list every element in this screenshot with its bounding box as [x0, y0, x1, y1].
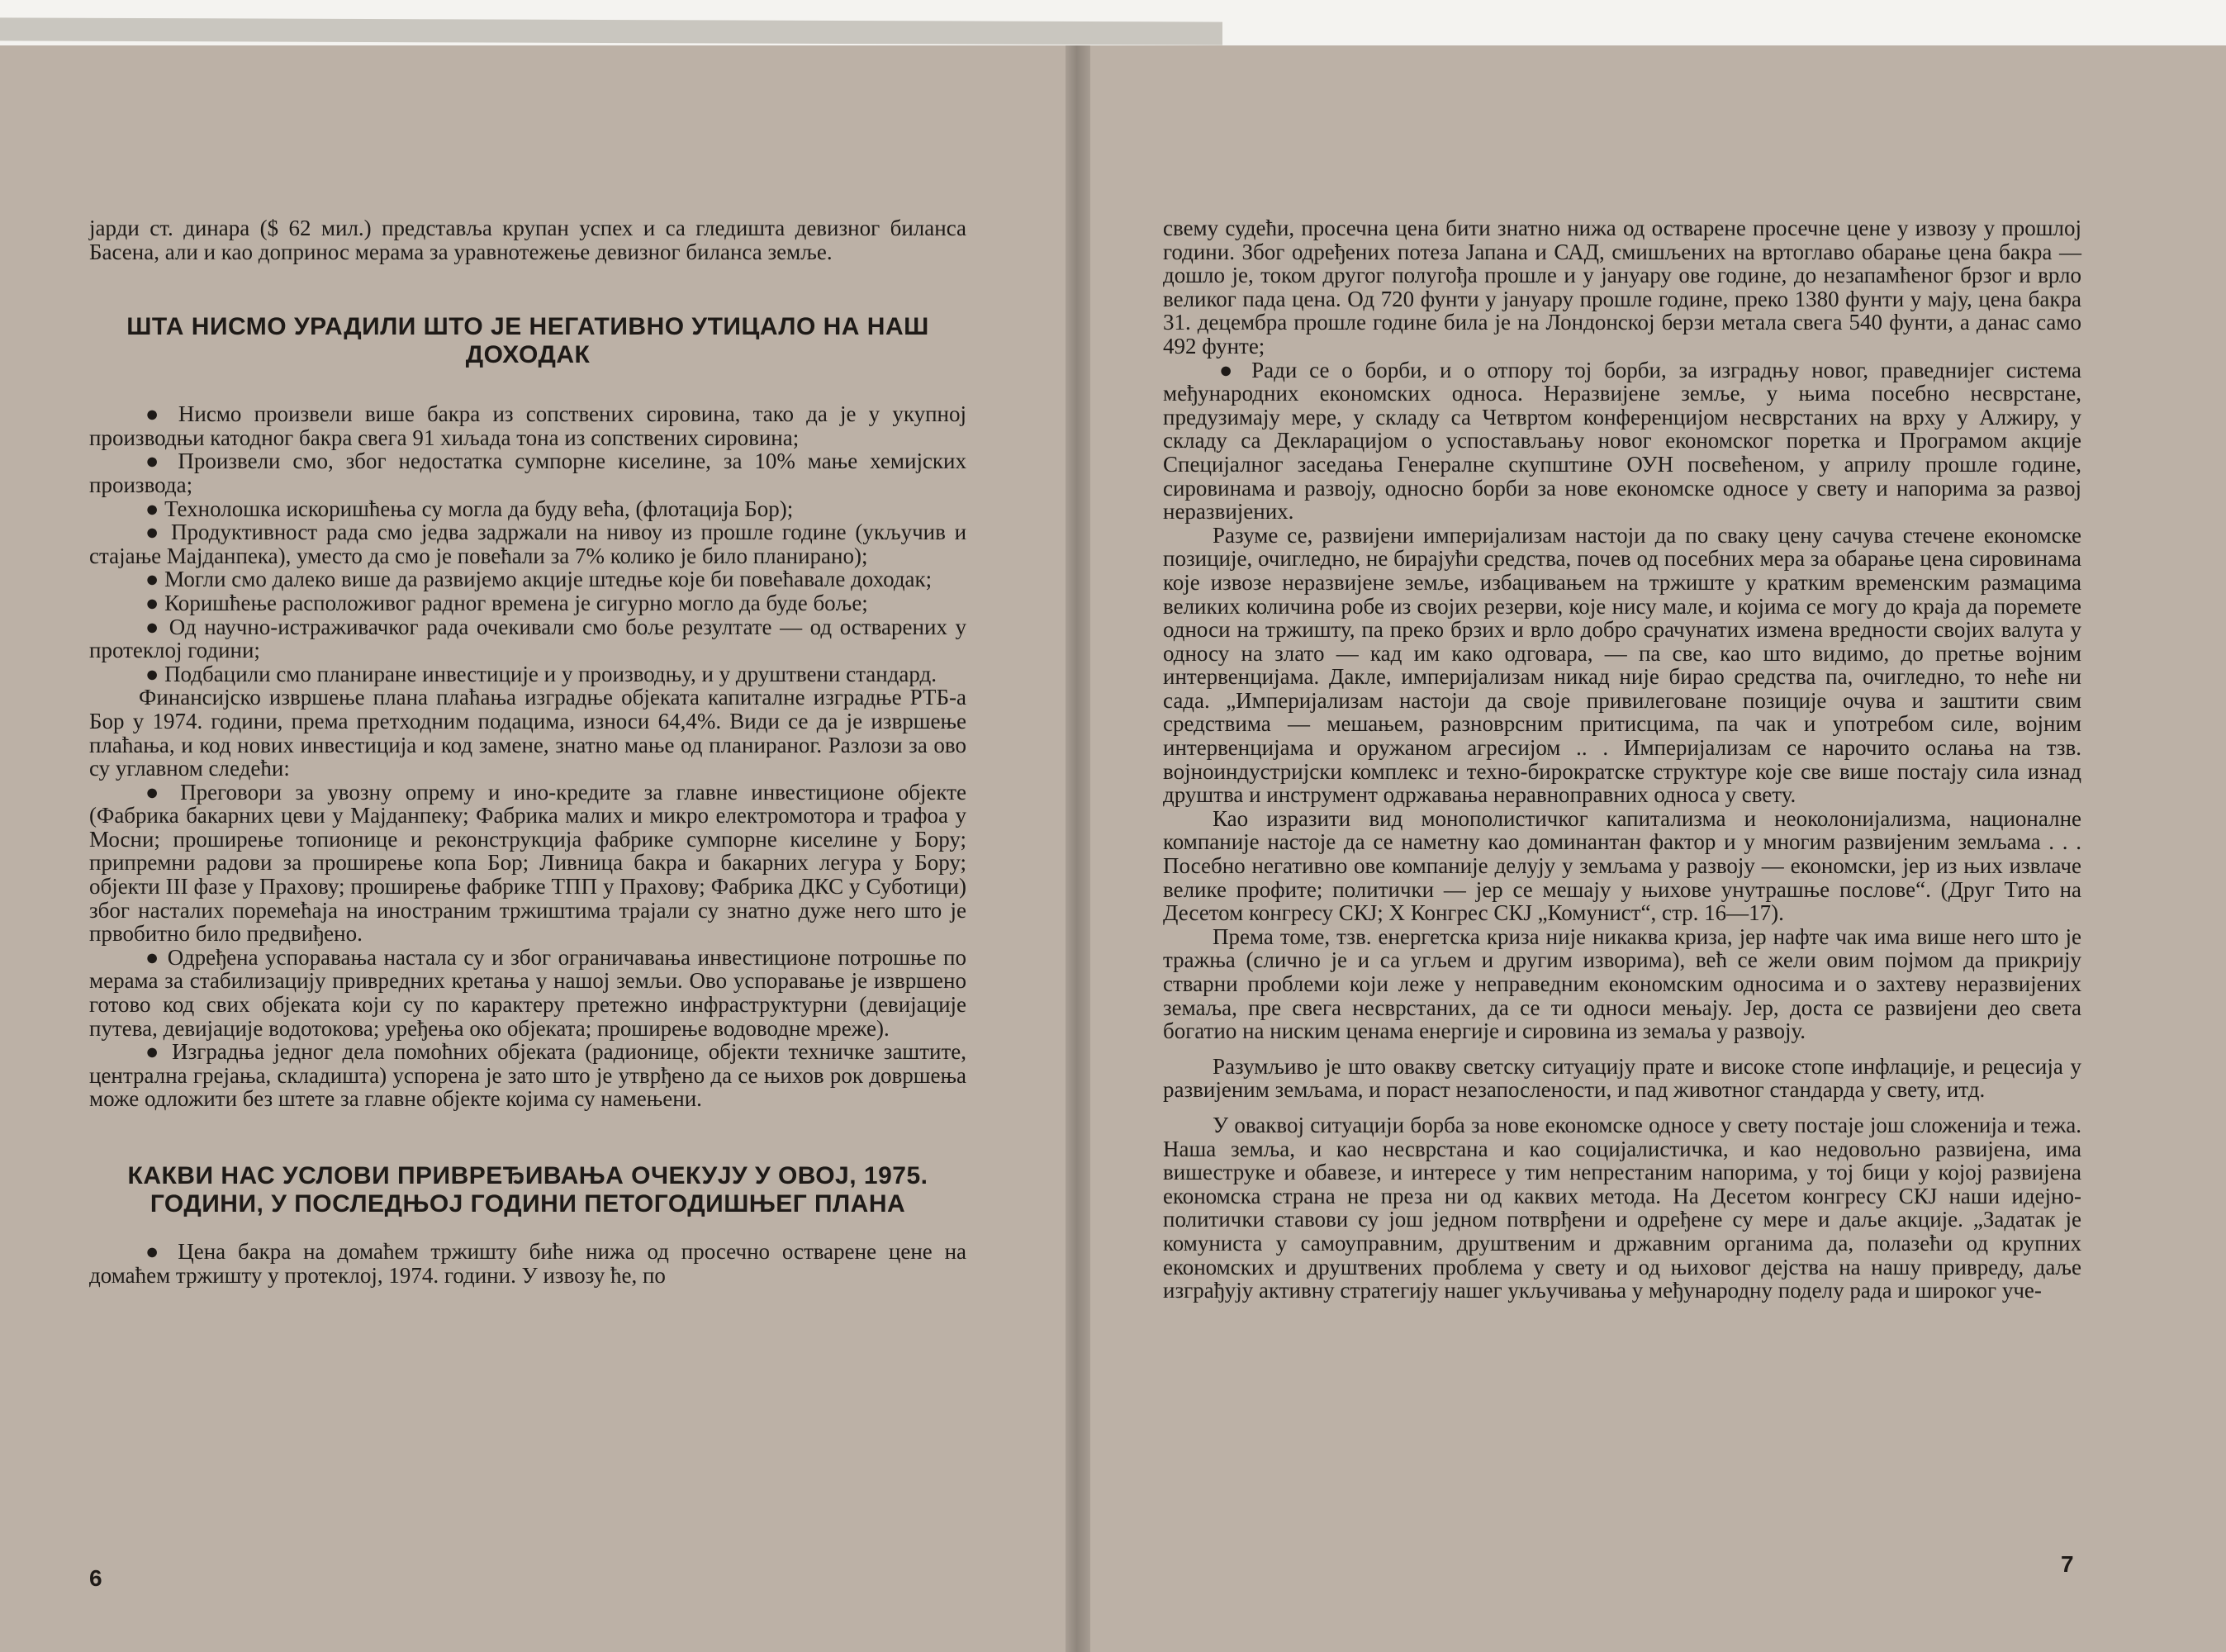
- list-item: ● Цена бакра на домаћем тржишту биће нижа од просечно остварене цене на домаћем тржишту у протеклој, 1974. години. У извозу ће, по: [89, 1239, 967, 1288]
- list-item: ● Коришћење расположивог радног времена је сигурно могло да буде боље;: [145, 590, 868, 615]
- paragraph: свему судећи, просечна цена бити знатно нижа од остварене просечне цене у извозу у прошлој години. Због одређених потеза Јапана и САД, смишљених на вртоглаво обарање цена бакра — дошло је, током другог полугођа прошле и у јануару ове године, до незапамћеног брзог и врло великог пада цена. Од 720 фунти у јануару прошле године, преко 1380 фунти у мају, цена бакра 31. децембра прошле године била је на Лондонској берзи метала свега 540 фунти, а данас само 492 фунте;: [1163, 216, 2081, 358]
- list-item: ● Изградња једног дела помоћних објеката (радионице, објекти техничке заштите, централна грејања, складишта) успорена је зато што је утврђено да се њихов рок довршења може одложити без штете за главне објекте којима су намењени.: [89, 1039, 966, 1112]
- bullet-icon: ●: [145, 496, 159, 521]
- list-item: ● Одређена успоравања настала су и због ограничавања инвестиционе потрошње по мерама за стабилизацију привредних кретања у нашој земљи. Ово успоравање је извршено готово код свих објеката који су по карактеру претежно инфраструктурни (девијације путева, девијације водотокова; уређења око објеката; проширење водоводне мреже).: [89, 944, 967, 1041]
- book-gutter: [1066, 45, 1090, 1652]
- intro-paragraph: јарди ст. динара ($ 62 мил.) представља крупан успех и са гледишта девизног биланса Басена, али и као допринос мерама за уравнотежење девизног биланса земље.: [89, 216, 966, 264]
- list-item: ● Продуктивност рада смо једва задржали на нивоу из прошле године (укључив и стајање Мајданпека), уместо да смо је повећали за 7% колико је било планирано);: [89, 520, 967, 568]
- bullet-icon: ●: [145, 779, 167, 805]
- left-column: [89, 216, 966, 1287]
- bullet-icon: ●: [145, 1039, 163, 1065]
- paragraph: У оваквој ситуацији борба за нове економске односе у свету постаје још сложенија и тежа. Наша земља, и као несврстана и као социјалистичка, и као недовољно развијена, има вишеструке и обавезе, и интересе у тим непрестаним напорима, у тој бици у којој развијена економска страна не преза ни од каквих метода. На Десетом конгресу СКЈ наши идејно-политички ставови су још једном потврђени и одређене су мере и даље акције. „Задатак је комуниста у самоуправним, друштвеним и државним органима да, полазећи од крупних економских и друштвених проблема у свету и од њиховог дејства на нашу привреду, даље изграђују активну стратегију нашег укључивања у међународну поделу рада и широког уче-: [1163, 1112, 2081, 1303]
- financial-paragraph: Финансијско извршење плана плаћања изградње објеката капиталне изградње РТБ-а Бор у 1974. години, према претходним подацима, износи 64,4%. Види се да је извршење плаћања, и код нових инвестиција и код замене, знатно мање од планираног. Разлози за ово су углавном следећи:: [89, 685, 966, 781]
- paragraph: Према томе, тзв. енергетска криза није никаква криза, јер нафте чак има више него што је тражња (слично је и са угљем и другим изворима), већ се жели овим појмом да прикрију стварни проблеми који леже у неправедним економским односима и о захтеву неразвијених земаља, пре свега несврстаних, да се ти односи мењају. Јер, доста се развијени део света богатио на ниским ценама енергије и сировина из земаља у развоју.: [1163, 923, 2081, 1044]
- page-number-right: 7: [2061, 1551, 2074, 1577]
- list-item: ● Нисмо произвели више бакра из сопствених сировина, тако да је у укупној производњи катодног бакра свега 91 хиљада тона из сопствених сировина;: [89, 401, 966, 450]
- list-item: ● Од научно-истраживачког рада очекивали смо боље резултате — од остварених у протеклој години;: [89, 614, 966, 663]
- bullet-icon: ●: [145, 614, 162, 639]
- bullet-icon: ●: [1219, 357, 1240, 382]
- bullet-icon: ●: [145, 449, 166, 474]
- bullet-icon: ●: [145, 944, 161, 970]
- list-item: ● Подбацили смо планиране инвестиције и у производњу, и у друштвени стандард.: [145, 661, 937, 686]
- bullet-icon: ●: [145, 590, 159, 615]
- list-item: ● Преговори за увозну опрему и ино-кредите за главне инвестиционе објекте (Фабрика бакарних цеви у Мајданпеку; Фабрика малих и микро електромотора и трафоа у Мосни; проширење топионице и реконструкција фабрике сумпорне киселине у Бору; припремни радови за проширење копа Бор; Ливница бакра и бакарних легура у Бору; објекти III фазе у Прахову; проширење фабрике ТПП у Прахову; Фабрика ДКС у Суботици) због насталих поремећаја на иностраним тржиштима трајали су знатно дуже него што је првобитно било предвиђено.: [89, 779, 967, 947]
- list-item: ● Технолошка искоришћења су могла да буду већа, (флотација Бор);: [145, 496, 794, 521]
- list-item: ● Произвели смо, због недостатка сумпорне киселине, за 10% мање хемијских производа;: [89, 449, 967, 497]
- paragraph: Разуме се, развијени империјализам настоји да по сваку цену сачува стечене економске позиције, очигледно, не бирајући средства, почев од посебних мера за обарање цена сировинама које извозе неразвијене земље, избацивањем на тржиште у кратким временским размацима великих количина робе из својих резерви, које нису мале, и којима се могу до краја да поремете односи на тржишту, па преко брзих и врло добро срачунатих измена вредности својих валута у односу на злато — кад им како одговара, — па све, као што видимо, до претње војним интервенцијама. Дакле, империјализам никад није бирао средства па, очигледно, то неће ни сада. „Империјализам настоји да своје привилеговане позиције очува и заштити свим средствима — мешањем, разноврсним притисцима, па чак и употребом силе, војним интервенцијама и оружаном агресијом .. . Империјализам се нарочито ослања на тзв. војноиндустријски комплекс и техно-бирократске структуре које све више постају сила изнад друштва и инструмент одржавања неравноправних односа у свету.: [1163, 522, 2081, 808]
- bullet-icon: ●: [145, 567, 159, 592]
- paragraph: Разумљиво је што овакву светску ситуацију прате и високе стопе инфлације, и рецесија у развијеним земљама, и пораст незапослености, и пад животног стандарда у свету, итд.: [1163, 1053, 2081, 1103]
- right-column: [1163, 216, 2081, 1303]
- page-number-left: 6: [89, 1565, 102, 1591]
- bullet-icon: ●: [145, 661, 159, 686]
- bullet-icon: ●: [145, 520, 163, 545]
- back-cover-edge: [0, 17, 1222, 45]
- section-heading-2: КАКВИ НАС УСЛОВИ ПРИВРЕЂИВАЊА ОЧЕКУЈУ У ОВОЈ, 1975. ГОДИНИ, У ПОСЛЕДЊОЈ ГОДИНИ ПЕТОГОДИШЊЕГ ПЛАНА: [127, 1162, 928, 1218]
- bullet-icon: ●: [145, 1239, 166, 1264]
- paragraph: Као изразити вид монополистичког капитализма и неоколонијализма, националне компаније настоје да се наметну као доминантан фактор и у многим развијеним земљама . . . Посебно негативно ове компаније делују у земљама у развоју — економски, јер из њих извлаче велике профите; политички — јер се мешају у њихове унутрашње послове“. (Друг Тито на Десетом конгресу СКЈ; X Конгрес СКЈ „Комунист“, стр. 16—17).: [1163, 805, 2081, 926]
- list-item: ● Могли смо далеко више да развијемо акције штедње које би повећавале доходак;: [145, 567, 933, 592]
- bullet-icon: ●: [145, 401, 166, 427]
- section-heading-1: ШТА НИСМО УРАДИЛИ ШТО ЈЕ НЕГАТИВНО УТИЦАЛО НА НАШ ДОХОДАК: [126, 313, 929, 369]
- list-item: ● Ради се о борби, и о отпору тој борби, за изградњу новог, праведнијег система међународних економских односа. Неразвијене земље, у њима посебно несврстане, предузимају мере, у складу са Четвртом конференцијом несврстаних на врху у Алжиру, у складу са Декларацијом о успостављању новог економског поретка и Програмом акције Специјалног заседања Генералне скупштине ОУН посвећеном, у априлу прошле године, сировинама и развоју, односно борби за нове економске односе у свету и напорима за развој неразвијених.: [1163, 357, 2082, 525]
